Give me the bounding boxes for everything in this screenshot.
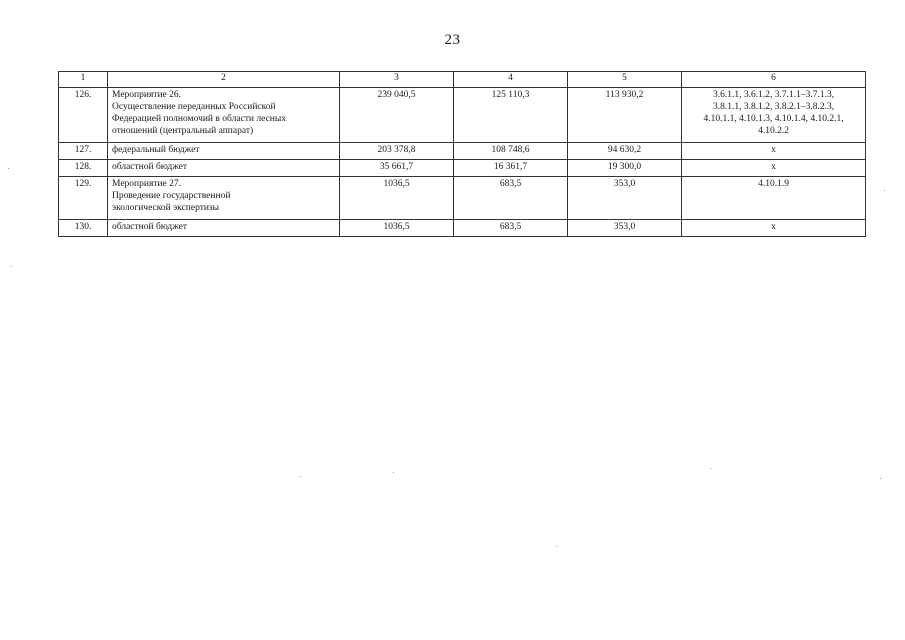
scan-speck — [710, 468, 711, 469]
reference-line: 4.10.2.2 — [758, 126, 789, 136]
scan-speck — [884, 190, 885, 191]
reference-line: 3.8.1.1, 3.8.1.2, 3.8.2.1–3.8.2.3, — [712, 102, 835, 112]
scan-speck — [300, 476, 301, 477]
value-col5: 353,0 — [568, 220, 682, 237]
column-header: 3 — [340, 72, 454, 88]
row-number: 128. — [59, 160, 108, 177]
measure-name-line: Мероприятие 26. — [112, 90, 182, 100]
value-col3: 35 661,7 — [340, 160, 454, 177]
reference-cell — [682, 143, 866, 160]
measure-name-line: областной бюджет — [112, 162, 188, 172]
measure-name-line: экологической экспертизы — [112, 203, 220, 213]
value-col3: 1036,5 — [340, 220, 454, 237]
value-col5: 94 630,2 — [568, 143, 682, 160]
column-header: 2 — [108, 72, 340, 88]
row-number: 129. — [59, 177, 108, 220]
scan-speck — [393, 472, 394, 473]
measure-name-line: Мероприятие 27. — [112, 179, 182, 189]
reference-line: х — [771, 145, 776, 155]
value-col4: 683,5 — [454, 220, 568, 237]
row-number: 126. — [59, 88, 108, 143]
table-row — [59, 220, 866, 237]
column-header: 4 — [454, 72, 568, 88]
reference-cell — [682, 220, 866, 237]
measure-name-cell — [108, 143, 340, 160]
table-row — [59, 160, 866, 177]
table-row — [59, 88, 866, 143]
measure-name-line: отношений (центральный аппарат) — [112, 126, 254, 136]
column-header: 5 — [568, 72, 682, 88]
measure-name-line: Осуществление переданных Российской — [112, 102, 276, 112]
scan-speck — [11, 266, 12, 267]
reference-line: 3.6.1.1, 3.6.1.2, 3.7.1.1–3.7.1.3, — [712, 90, 835, 100]
reference-line: х — [771, 162, 776, 172]
budget-table — [58, 71, 866, 237]
value-col5: 353,0 — [568, 177, 682, 220]
measure-name-line: областной бюджет — [112, 222, 188, 232]
row-number: 127. — [59, 143, 108, 160]
column-header: 6 — [682, 72, 866, 88]
value-col4: 683,5 — [454, 177, 568, 220]
scan-speck — [556, 546, 557, 547]
value-col5: 113 930,2 — [568, 88, 682, 143]
page-number: 23 — [444, 32, 461, 48]
measure-name-cell — [108, 177, 340, 220]
table-header-row — [59, 72, 866, 88]
scan-speck — [880, 478, 881, 479]
measure-name-cell — [108, 88, 340, 143]
value-col5: 19 300,0 — [568, 160, 682, 177]
measure-name-line: Федерацией полномочий в области лесных — [112, 114, 287, 124]
table-row — [59, 177, 866, 220]
reference-cell — [682, 88, 866, 143]
reference-cell — [682, 160, 866, 177]
reference-line: 4.10.1.9 — [758, 179, 789, 189]
measure-name-line: Проведение государственной — [112, 191, 231, 201]
measure-name-line: федеральный бюджет — [112, 145, 200, 155]
table-row — [59, 143, 866, 160]
scan-speck — [8, 168, 9, 169]
value-col4: 125 110,3 — [454, 88, 568, 143]
measure-name-cell — [108, 220, 340, 237]
measure-name-cell — [108, 160, 340, 177]
column-header: 1 — [59, 72, 108, 88]
value-col4: 108 748,6 — [454, 143, 568, 160]
value-col3: 1036,5 — [340, 177, 454, 220]
value-col3: 239 040,5 — [340, 88, 454, 143]
value-col4: 16 361,7 — [454, 160, 568, 177]
reference-line: 4.10.1.1, 4.10.1.3, 4.10.1.4, 4.10.2.1, — [703, 114, 844, 124]
value-col3: 203 378,8 — [340, 143, 454, 160]
reference-cell — [682, 177, 866, 220]
reference-line: х — [771, 222, 776, 232]
row-number: 130. — [59, 220, 108, 237]
